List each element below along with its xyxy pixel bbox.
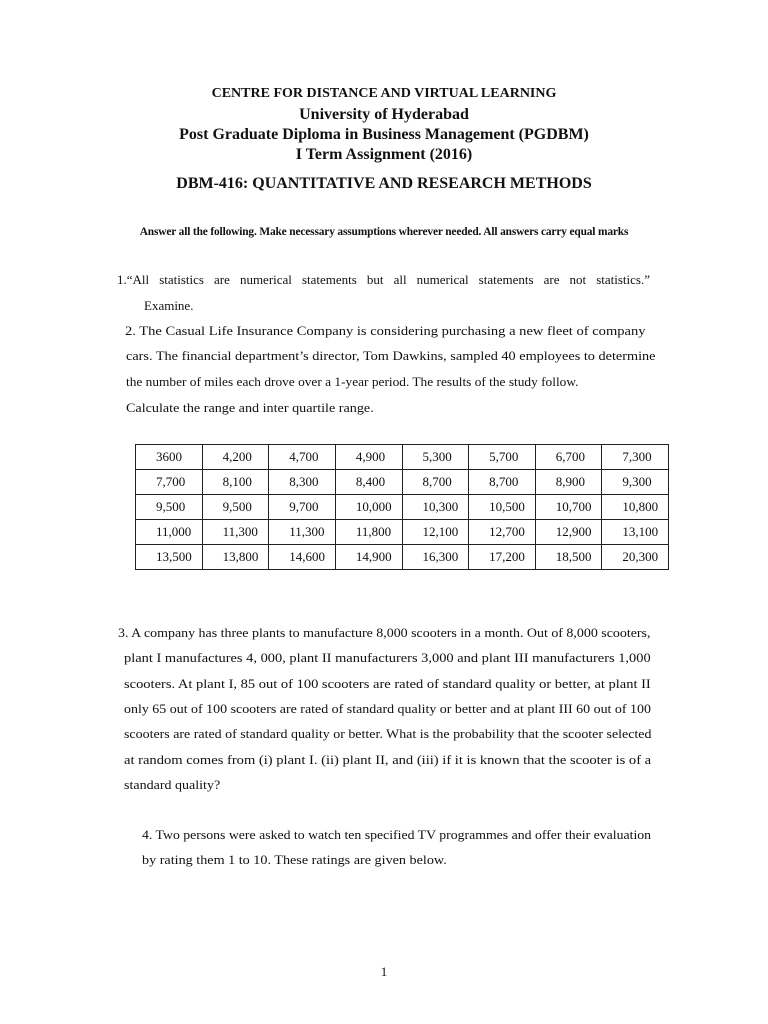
table-cell: 6,700: [535, 445, 602, 470]
table-cell: 10,500: [469, 495, 536, 520]
table-cell: 11,300: [269, 520, 336, 545]
table-cell: 10,300: [402, 495, 469, 520]
table-cell: 4,200: [202, 445, 269, 470]
table-cell: 5,300: [402, 445, 469, 470]
table-cell: 10,800: [602, 495, 669, 520]
table-cell: 9,300: [602, 470, 669, 495]
table-cell: 8,300: [269, 470, 336, 495]
q4-line-2: by rating them 1 to 10. These ratings are given below.: [142, 852, 447, 867]
table-cell: 12,100: [402, 520, 469, 545]
table-cell: 9,500: [202, 495, 269, 520]
table-row: [136, 520, 669, 545]
table-row: [136, 470, 669, 495]
table-cell: 10,700: [535, 495, 602, 520]
centre-heading: CENTRE FOR DISTANCE AND VIRTUAL LEARNING: [211, 86, 557, 101]
table-cell: 11,300: [202, 520, 269, 545]
table-cell: 17,200: [469, 545, 536, 570]
instructions: Answer all the following. Make necessary assumptions wherever needed. All answers carry equal marks: [139, 226, 629, 238]
table-cell: 13,500: [136, 545, 203, 570]
table-cell: 4,900: [335, 445, 402, 470]
page-number: 1: [380, 964, 388, 979]
table-cell: 16,300: [402, 545, 469, 570]
table-row: [136, 495, 669, 520]
miles-table: [135, 444, 669, 570]
table-cell: 11,800: [335, 520, 402, 545]
q3-line-4: only 65 out of 100 scooters are rated of standard quality or better and at plant III 60 out of 100: [124, 701, 651, 716]
q3-line-7: standard quality?: [124, 777, 221, 792]
table-cell: 4,700: [269, 445, 336, 470]
q2-line-3: the number of miles each drove over a 1-year period. The results of the study follow.: [126, 374, 579, 389]
university-heading: University of Hyderabad: [299, 106, 469, 123]
q1-line-1: 1.“All statistics are numerical statements but all numerical statements are not statistics.”: [117, 272, 650, 287]
table-cell: 5,700: [469, 445, 536, 470]
q3-line-2: plant I manufactures 4, 000, plant II manufacturers 3,000 and plant III manufacturers 1,000: [124, 650, 651, 665]
table-cell: 8,100: [202, 470, 269, 495]
q3-line-3: scooters. At plant I, 85 out of 100 scooters are rated of standard quality or better, at plant II: [124, 676, 651, 691]
q3-line-1: 3. A company has three plants to manufacture 8,000 scooters in a month. Out of 8,000 scooters,: [118, 625, 651, 640]
table-cell: 8,900: [535, 470, 602, 495]
table-cell: 3600: [136, 445, 203, 470]
table-cell: 20,300: [602, 545, 669, 570]
q3-line-5: scooters are rated of standard quality or better. What is the probability that the scooter selected: [124, 726, 652, 741]
course-title: DBM-416: QUANTITATIVE AND RESEARCH METHODS: [176, 175, 592, 192]
table-cell: 8,700: [469, 470, 536, 495]
table-cell: 12,900: [535, 520, 602, 545]
table-cell: 13,800: [202, 545, 269, 570]
term-heading: I Term Assignment (2016): [295, 146, 473, 163]
table-cell: 14,600: [269, 545, 336, 570]
table-cell: 7,700: [136, 470, 203, 495]
table-cell: 8,400: [335, 470, 402, 495]
table-cell: 14,900: [335, 545, 402, 570]
q1-line-2: Examine.: [144, 298, 194, 313]
q2-line-1: 2. The Casual Life Insurance Company is considering purchasing a new fleet of company: [125, 323, 646, 338]
table-row: [136, 445, 669, 470]
table-cell: 8,700: [402, 470, 469, 495]
programme-heading: Post Graduate Diploma in Business Management (PGDBM): [179, 126, 589, 143]
q2-line-2: cars. The financial department’s director, Tom Dawkins, sampled 40 employees to determine: [126, 348, 656, 363]
table-cell: 18,500: [535, 545, 602, 570]
table-cell: 13,100: [602, 520, 669, 545]
q4-line-1: 4. Two persons were asked to watch ten specified TV programmes and offer their evaluation: [142, 827, 652, 842]
q3-line-6: at random comes from (i) plant I. (ii) plant II, and (iii) if it is known that the scooter is of a: [124, 752, 652, 767]
q2-line-4: Calculate the range and inter quartile range.: [126, 400, 374, 415]
table-cell: 12,700: [469, 520, 536, 545]
table-cell: 11,000: [136, 520, 203, 545]
table-cell: 7,300: [602, 445, 669, 470]
table-row: [136, 545, 669, 570]
table-cell: 9,500: [136, 495, 203, 520]
table-cell: 9,700: [269, 495, 336, 520]
table-cell: 10,000: [335, 495, 402, 520]
